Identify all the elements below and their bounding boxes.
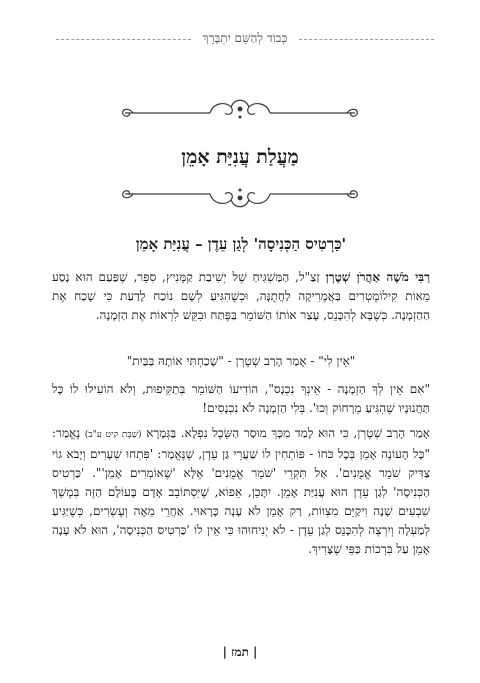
paragraph-lesson-text-1: אָמַר הָרַב שְׁטֶרְן, כִּי הוּא לָמַד מִכָּךְ מוּסַר הַשֵּׂכֶל נִפְלָא. בַּגְּמָרָא [141, 426, 431, 440]
title-ornament-top [0, 95, 480, 125]
paragraph-reply [52, 352, 430, 371]
paragraph-guard [52, 380, 430, 418]
paragraph-lesson-text-2: נֶאֱמַר: "כָּל הָעוֹנֶה אָמֵן בְּכָל כֹּחוֹ - פּוֹתְחִין לוֹ שַׁעֲרֵי גַּן עֵדֶן, שֶׁנֶּאֱמַר: 'פִּתְחוּ שְׁעָרִים וְיָבֹא גוֹי צַדִּיק שֹׁמֵר אֱמֻנִים'. אַל תִּקְרֵי 'שֹׁמֵר אֱמֻנִים' אֶלָּא 'שֶׁאוֹמְרִים אָמֵן'". 'כַּרְטִיס הַכְּנִיסָה' לְגַן עֵדֶן הוּא עֲנִיַּת אָמֵן. יִתָּכֵן, אֵפוֹא, שֶׁיִּסְתּוֹבֵב אָדָם בָּעוֹלָם הַזֶּה בְּמֶשֶׁךְ שִׁבְעִים שָׁנָה וִיקַיֵּם מִצְווֹת, רַק אָמֵן לֹא עָנָה כָּרָאוּי. אַחֲרֵי מֵאָה וְעֶשְׂרִים, כְּשֶׁיַּגִּיעַ לְמַעְלָה וְיִרְצֶה לְהִכָּנֵס לְגַן עֵדֶן - לֹא יְנִיחוּהוּ כִּי אֵין לוֹ 'כַּרְטִיס הַכְּנִיסָה', הוּא לֹא עָנָה אָמֵן עַל בִּרְכוֹת כַּפֵּי שֶׁצָּרִיךְ. [52, 426, 430, 556]
paragraph-story [52, 268, 430, 325]
title-ornament-bottom [0, 182, 480, 212]
talmud-source-citation: (שַׁבָּת קיט ע"ב) [84, 430, 142, 440]
running-header-text: כְּבוֹד לְהַשֵּׁם יִתְבָּרֵךְ [202, 30, 288, 45]
paragraph-lesson [52, 424, 430, 559]
rabbi-name: רַבִּי מֹשֶׁה אַהֲרֹן שְׁטֶרְן [325, 270, 430, 284]
header-dash-left [299, 39, 434, 40]
paragraph-guard-text: "אִם אֵין לְךָ הַזְמָנָה - אֵינְךָ נִכְנָס", הוֹדִיעוֹ הַשּׁוֹמֵר בְּתַקִּיפוּת, וְלֹא הוֹעִילוּ לוֹ כָּל תַּחֲנוּנָיו שֶׁהִגִּיעַ מֵרָחוֹק וְכוּ'. בְּלִי הַזְמָנָה לֹא נִכְנָסִים! [52, 382, 430, 415]
running-header [56, 28, 434, 48]
section-title: 'כַּרְטִיס הַכְּנִיסָה' לְגַן עֵדֶן – עֲנִיַּת אָמֵן [135, 235, 347, 253]
header-dash-right [56, 39, 191, 40]
page-number: | תמז | [222, 645, 258, 659]
paragraph-story-text: זַצַ"ל, הַמַּשְׁגִּיחַ שֶׁל יְשִׁיבַת קַמֶּנִיץ, סִפֵּר, שֶׁפַּעַם הוּא נָסַע מֵאוֹת קִילוֹמֶטְרִים בַּאֲמֶרִיקָה לַחֲתֻנָּה, וּכְשֶׁהִגִּיעַ לְשָׁם נוֹכַח לָדַעַת כִּי שָׁכַח אֶת הַהַזְמָנָה. כְּשֶׁבָּא לְהִכָּנֵס, עָצַר אוֹתוֹ הַשּׁוֹמֵר בַּפֶּתַח וּבִקֵּשׁ לִרְאוֹת אֶת הַזְּמָנָה. [52, 270, 430, 322]
paragraph-reply-text: "אֵין לִי" - אָמַר הָרַב שְׁטֶרְן - "שָׁכַחְתִּי אוֹתָהּ בַּבַּיִת" [126, 354, 356, 368]
chapter-title: מַעֲלַת עֲנִיַּת אָמֵן [181, 146, 299, 168]
